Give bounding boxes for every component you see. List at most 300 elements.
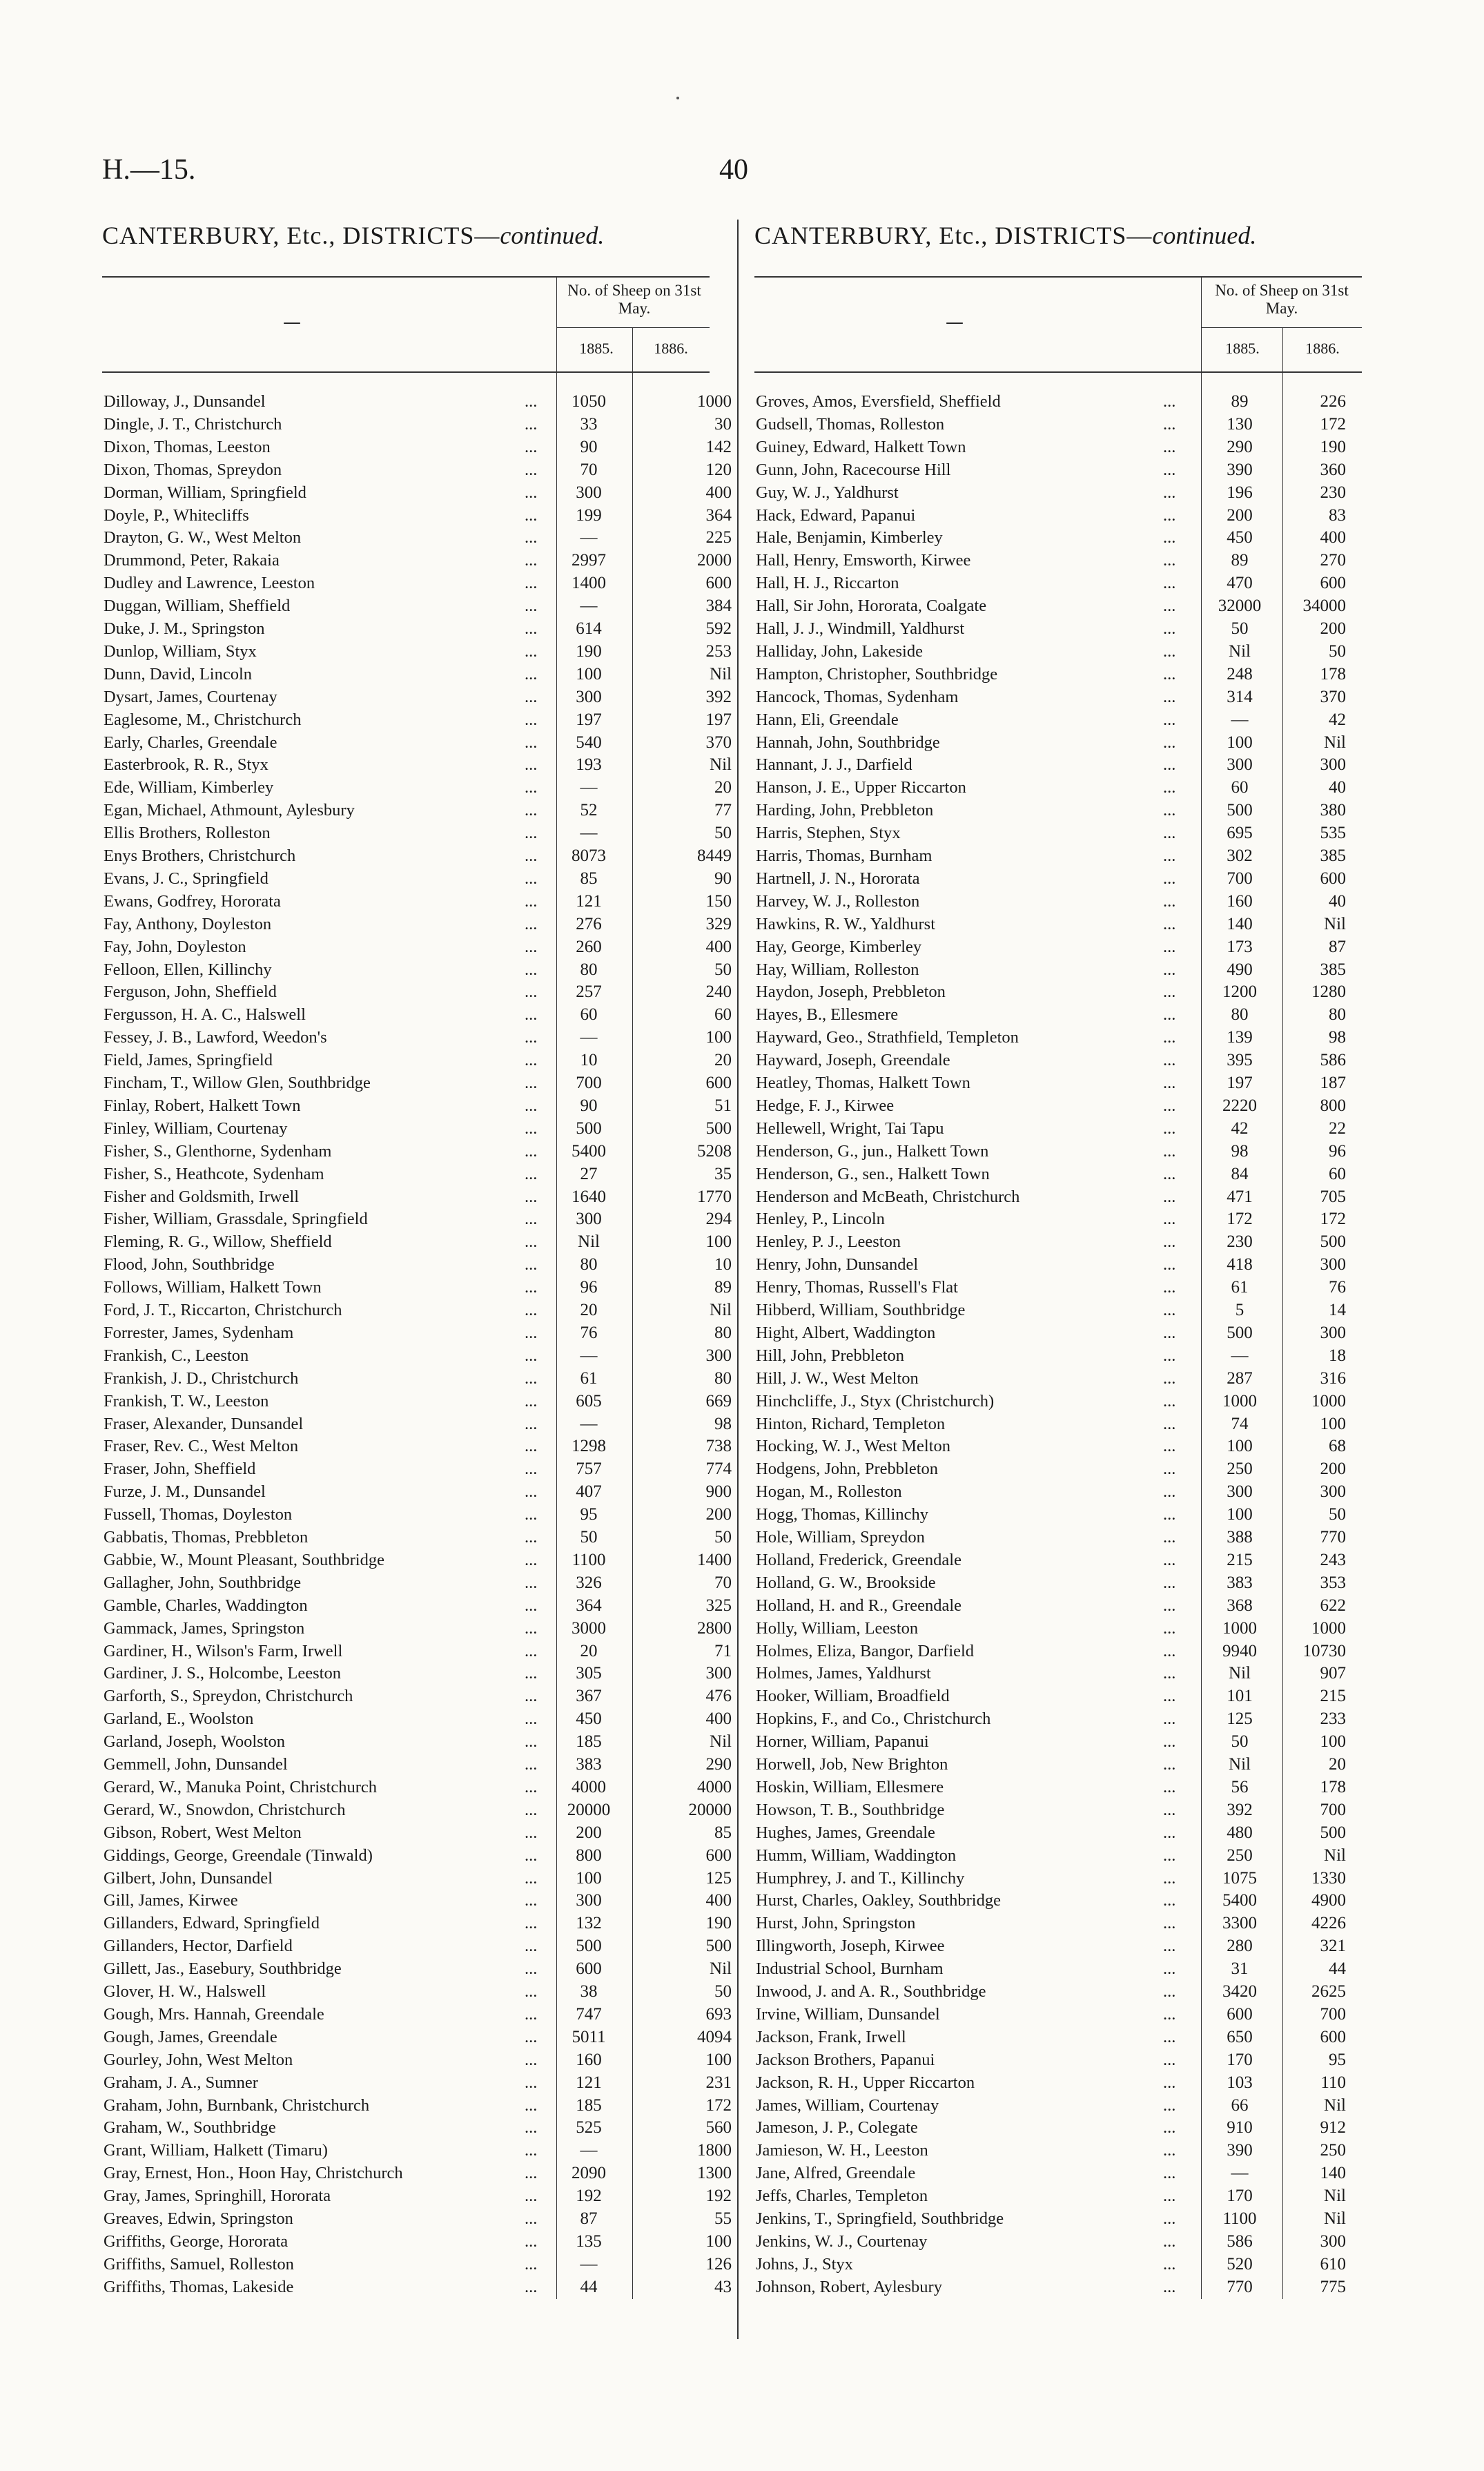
- sheep-count-1885: 61: [1231, 1278, 1249, 1297]
- owner-name: Harris, Thomas, Burnham: [756, 846, 933, 865]
- owner-name: Graham, J. A., Sumner: [104, 2073, 258, 2092]
- owner-name: Fussell, Thomas, Doyleston: [104, 1505, 293, 1524]
- page-number: 40: [719, 154, 748, 186]
- left-body-vline: [556, 373, 557, 2299]
- sheep-count-1885: 130: [1227, 414, 1253, 434]
- sheep-count-1886: 900: [705, 1482, 732, 1502]
- sheep-count-1886: 4226: [1311, 1914, 1346, 1933]
- sheep-count-1885: 9940: [1222, 1641, 1257, 1660]
- sheep-count-1885: 20: [580, 1641, 598, 1660]
- owner-name: Jane, Alfred, Greendale: [756, 2164, 916, 2183]
- sheep-count-1885: 139: [1227, 1028, 1253, 1047]
- sheep-count-1885: 8073: [572, 846, 606, 865]
- sheep-count-1885: 185: [576, 1732, 602, 1752]
- sheep-count-1886: 50: [1329, 1505, 1346, 1524]
- sheep-count-1885: —: [580, 597, 598, 616]
- leader-dots: ...: [1163, 2254, 1176, 2274]
- sheep-count-1885: 100: [1227, 1437, 1253, 1456]
- sheep-count-1885: 2090: [572, 2164, 606, 2183]
- leader-dots: ...: [525, 2141, 538, 2160]
- owner-name: Hale, Benjamin, Kimberley: [756, 528, 943, 548]
- leader-dots: ...: [525, 2187, 538, 2206]
- sheep-count-1886: 2000: [697, 551, 732, 570]
- sheep-count-1885: 614: [576, 619, 602, 638]
- leader-dots: ...: [1163, 1845, 1176, 1865]
- owner-name: Gillett, Jas., Easebury, Southbridge: [104, 1959, 342, 1979]
- sheep-count-1885: 305: [576, 1664, 602, 1683]
- owner-name: Gill, James, Kirwee: [104, 1891, 238, 1910]
- sheep-count-1886: 20: [1329, 1755, 1346, 1774]
- leader-dots: ...: [525, 1323, 538, 1342]
- sheep-count-1886: 353: [1320, 1573, 1346, 1592]
- sheep-count-1886: 392: [705, 687, 732, 706]
- owner-name: Drummond, Peter, Rakaia: [104, 551, 280, 570]
- sheep-count-1885: 1200: [1222, 982, 1257, 1002]
- leader-dots: ...: [1163, 1346, 1176, 1365]
- owner-name: Jackson, Frank, Irwell: [756, 2027, 906, 2046]
- sheep-count-1885: 100: [1227, 733, 1253, 752]
- sheep-count-1885: —: [580, 824, 598, 843]
- sheep-count-1886: 300: [1320, 1323, 1346, 1342]
- sheep-count-1885: 770: [1227, 2277, 1253, 2296]
- right-subheader-rule: [1201, 327, 1362, 328]
- sheep-count-1886: 2800: [697, 1618, 732, 1638]
- leader-dots: ...: [525, 664, 538, 684]
- sheep-count-1886: 300: [705, 1664, 732, 1683]
- owner-name: Garland, E., Woolston: [104, 1709, 254, 1729]
- owner-name: Ede, William, Kimberley: [104, 778, 274, 797]
- leader-dots: ...: [525, 710, 538, 729]
- sheep-count-1886: 230: [1320, 483, 1346, 502]
- owner-name: Ferguson, John, Sheffield: [104, 982, 277, 1002]
- leader-dots: ...: [525, 1164, 538, 1183]
- sheep-count-1885: 5011: [572, 2027, 606, 2046]
- sheep-count-1885: 260: [576, 937, 602, 956]
- sheep-count-1885: Nil: [1229, 1755, 1251, 1774]
- sheep-count-1885: 5400: [572, 1141, 606, 1161]
- sheep-count-1886: 600: [705, 574, 732, 593]
- sheep-count-1886: 96: [1329, 1141, 1346, 1161]
- owner-name: Ford, J. T., Riccarton, Christchurch: [104, 1301, 342, 1319]
- sheep-count-1886: 226: [1320, 392, 1346, 411]
- owner-name: Fisher, S., Heathcote, Sydenham: [104, 1164, 324, 1183]
- owner-name: Frankish, T. W., Leeston: [104, 1391, 269, 1411]
- leader-dots: ...: [525, 1618, 538, 1638]
- sheep-count-1886: Nil: [710, 664, 732, 684]
- sheep-count-1886: 187: [1320, 1074, 1346, 1092]
- owner-name: Hedge, F. J., Kirwee: [756, 1096, 895, 1115]
- owner-name: Ellis Brothers, Rolleston: [104, 824, 271, 843]
- left-header-vline: [556, 278, 557, 373]
- owner-name: Humphrey, J. and T., Killinchy: [756, 1868, 965, 1888]
- sheep-count-1886: 71: [714, 1641, 732, 1660]
- sheep-count-1885: 32000: [1218, 597, 1262, 616]
- leader-dots: ...: [525, 2254, 538, 2274]
- owner-name: Hinton, Richard, Templeton: [756, 1414, 946, 1433]
- leader-dots: ...: [1163, 1096, 1176, 1115]
- right-title-text: CANTERBURY, Etc., DISTRICTS—: [754, 222, 1153, 249]
- sheep-count-1886: Nil: [1324, 2187, 1346, 2206]
- right-body-year-vline: [1282, 373, 1283, 2299]
- sheep-count-1885: 314: [1227, 687, 1253, 706]
- sheep-count-1885: 364: [576, 1596, 602, 1615]
- owner-name: Eaglesome, M., Christchurch: [104, 710, 302, 729]
- sheep-count-1885: 1100: [572, 1550, 606, 1569]
- leader-dots: ...: [525, 483, 538, 502]
- owner-name: Gilbert, John, Dunsandel: [104, 1868, 273, 1888]
- sheep-count-1886: 18: [1329, 1346, 1346, 1365]
- leader-dots: ...: [1163, 1982, 1176, 2001]
- sheep-count-1885: 70: [580, 460, 598, 479]
- owner-name: Griffiths, George, Hororata: [104, 2231, 289, 2251]
- sheep-count-1885: 757: [576, 1460, 602, 1479]
- leader-dots: ...: [1163, 1687, 1176, 1706]
- owner-name: Follows, William, Halkett Town: [104, 1278, 322, 1297]
- owner-name: Howson, T. B., Southbridge: [756, 1800, 945, 1819]
- left-year-1885: 1885.: [579, 340, 614, 357]
- sheep-count-1886: 225: [705, 528, 732, 548]
- sheep-count-1885: —: [580, 2141, 598, 2160]
- leader-dots: ...: [1163, 392, 1176, 411]
- sheep-count-1885: 132: [576, 1914, 602, 1933]
- sheep-count-1886: 364: [705, 505, 732, 525]
- sheep-count-1885: 1298: [572, 1437, 606, 1456]
- owner-name: Johnson, Robert, Aylesbury: [756, 2277, 942, 2296]
- sheep-count-1885: 190: [576, 641, 602, 661]
- sheep-count-1885: 1075: [1222, 1868, 1257, 1888]
- sheep-count-1885: 257: [576, 982, 602, 1002]
- sheep-count-1885: 300: [1227, 1482, 1253, 1502]
- sheep-count-1886: 770: [1320, 1528, 1346, 1547]
- owner-name: Holmes, Eliza, Bangor, Darfield: [756, 1641, 975, 1660]
- sheep-count-1885: 5: [1235, 1301, 1244, 1319]
- sheep-count-1886: 150: [705, 891, 732, 911]
- owner-name: Hall, J. J., Windmill, Yaldhurst: [756, 619, 965, 638]
- sheep-count-1886: 43: [714, 2277, 732, 2296]
- sheep-count-1885: 250: [1227, 1460, 1253, 1479]
- owner-name: Hannant, J. J., Darfield: [756, 755, 912, 775]
- leader-dots: ...: [1163, 1232, 1176, 1252]
- sheep-count-1885: 525: [576, 2118, 602, 2138]
- sheep-count-1885: 586: [1227, 2231, 1253, 2251]
- sheep-count-1886: Nil: [1324, 914, 1346, 933]
- left-header-dash: —: [283, 312, 301, 333]
- owner-name: Field, James, Springfield: [104, 1051, 273, 1070]
- leader-dots: ...: [1163, 1800, 1176, 1819]
- sheep-count-1885: 200: [576, 1823, 602, 1842]
- sheep-count-1886: 200: [1320, 1460, 1346, 1479]
- owner-name: Glover, H. W., Halswell: [104, 1982, 266, 2001]
- owner-name: Fleming, R. G., Willow, Sheffield: [104, 1232, 332, 1252]
- leader-dots: ...: [1163, 778, 1176, 797]
- sheep-count-1885: Nil: [578, 1232, 600, 1252]
- sheep-count-1886: 400: [705, 483, 732, 502]
- owner-name: Hay, George, Kimberley: [756, 937, 922, 956]
- sheep-count-1886: 622: [1320, 1596, 1346, 1615]
- sheep-count-1885: —: [1231, 710, 1249, 729]
- sheep-count-1886: 500: [1320, 1823, 1346, 1842]
- leader-dots: ...: [1163, 2187, 1176, 2206]
- leader-dots: ...: [525, 1005, 538, 1025]
- sheep-count-1886: 20: [714, 1051, 732, 1070]
- owner-name: Garland, Joseph, Woolston: [104, 1732, 285, 1752]
- leader-dots: ...: [1163, 1732, 1176, 1752]
- owner-name: Hinchcliffe, J., Styx (Christchurch): [756, 1391, 995, 1411]
- left-header-bottom-rule: [102, 371, 710, 373]
- leader-dots: ...: [525, 1482, 538, 1502]
- owner-name: Hodgens, John, Prebbleton: [756, 1460, 939, 1479]
- owner-name: Frankish, J. D., Christchurch: [104, 1368, 299, 1388]
- leader-dots: ...: [1163, 597, 1176, 616]
- leader-dots: ...: [525, 392, 538, 411]
- sheep-count-1885: 390: [1227, 460, 1253, 479]
- sheep-count-1885: 2997: [572, 551, 606, 570]
- owner-name: Dixon, Thomas, Leeston: [104, 437, 271, 456]
- owner-name: Henry, Thomas, Russell's Flat: [756, 1278, 958, 1297]
- sheep-count-1885: 66: [1231, 2095, 1249, 2115]
- owner-name: Gerard, W., Manuka Point, Christchurch: [104, 1777, 378, 1796]
- owner-name: Illingworth, Joseph, Kirwee: [756, 1937, 945, 1956]
- owner-name: Easterbrook, R. R., Styx: [104, 755, 269, 775]
- sheep-count-1885: —: [580, 778, 598, 797]
- owner-name: Forrester, James, Sydenham: [104, 1323, 294, 1342]
- sheep-count-1886: 300: [1320, 1255, 1346, 1275]
- owner-name: Furze, J. M., Dunsandel: [104, 1482, 266, 1502]
- sheep-count-1885: 95: [580, 1505, 598, 1524]
- sheep-count-1886: 586: [1320, 1051, 1346, 1070]
- leader-dots: ...: [1163, 528, 1176, 548]
- owner-name: Horner, William, Papanui: [756, 1732, 929, 1752]
- sheep-count-1886: 172: [1320, 1210, 1346, 1229]
- leader-dots: ...: [525, 1573, 538, 1592]
- owner-name: Enys Brothers, Christchurch: [104, 846, 296, 865]
- leader-dots: ...: [1163, 1709, 1176, 1729]
- leader-dots: ...: [525, 1301, 538, 1319]
- left-column-title: [102, 221, 604, 250]
- sheep-count-1886: 592: [705, 619, 732, 638]
- leader-dots: ...: [525, 2073, 538, 2092]
- owner-name: Giddings, George, Greendale (Tinwald): [104, 1845, 373, 1865]
- leader-dots: ...: [525, 460, 538, 479]
- leader-dots: ...: [1163, 710, 1176, 729]
- sheep-count-1886: 693: [705, 2004, 732, 2024]
- owner-name: Halliday, John, Lakeside: [756, 641, 923, 661]
- owner-name: Fisher, S., Glenthorne, Sydenham: [104, 1141, 332, 1161]
- sheep-count-1885: 480: [1227, 1823, 1253, 1842]
- leader-dots: ...: [1163, 1959, 1176, 1979]
- right-sheep-header: No. of Sheep on 31st May.: [1215, 282, 1349, 317]
- leader-dots: ...: [525, 2095, 538, 2115]
- sheep-count-1885: 121: [576, 891, 602, 911]
- owner-name: Gammack, James, Springston: [104, 1618, 305, 1638]
- document-reference: H.—15.: [102, 154, 196, 186]
- sheep-count-1886: 700: [1320, 1800, 1346, 1819]
- sheep-count-1885: 98: [1231, 1141, 1249, 1161]
- sheep-count-1886: 912: [1320, 2118, 1346, 2138]
- owner-name: Harding, John, Prebbleton: [756, 801, 934, 820]
- sheep-count-1886: 10: [714, 1255, 732, 1275]
- owner-name: Henley, P. J., Leeston: [756, 1232, 901, 1252]
- sheep-count-1886: 197: [705, 710, 732, 729]
- sheep-count-1885: 5400: [1222, 1891, 1257, 1910]
- sheep-count-1886: 290: [705, 1755, 732, 1774]
- sheep-count-1886: Nil: [710, 1301, 732, 1319]
- sheep-count-1885: 160: [1227, 891, 1253, 911]
- owner-name: Gabbie, W., Mount Pleasant, Southbridge: [104, 1550, 384, 1569]
- sheep-count-1885: 540: [576, 733, 602, 752]
- sheep-count-1886: Nil: [1324, 2209, 1346, 2228]
- leader-dots: ...: [525, 801, 538, 820]
- owner-name: Gemmell, John, Dunsandel: [104, 1755, 288, 1774]
- owner-name: Gardiner, H., Wilson's Farm, Irwell: [104, 1641, 343, 1660]
- leader-dots: ...: [1163, 1573, 1176, 1592]
- leader-dots: ...: [1163, 437, 1176, 456]
- leader-dots: ...: [525, 505, 538, 525]
- leader-dots: ...: [1163, 1368, 1176, 1388]
- sheep-count-1885: 800: [576, 1845, 602, 1865]
- sheep-count-1885: 42: [1231, 1118, 1249, 1138]
- sheep-count-1885: 90: [580, 1096, 598, 1115]
- owner-name: Duggan, William, Sheffield: [104, 597, 291, 616]
- sheep-count-1885: 650: [1227, 2027, 1253, 2046]
- leader-dots: ...: [525, 846, 538, 865]
- owner-name: Hill, J. W., West Melton: [756, 1368, 919, 1388]
- sheep-count-1886: 100: [705, 2231, 732, 2251]
- right-title-italic: continued.: [1152, 222, 1257, 249]
- sheep-count-1885: 395: [1227, 1051, 1253, 1070]
- sheep-count-1885: 300: [576, 1891, 602, 1910]
- right-body-vline: [1201, 373, 1202, 2299]
- owner-name: Fessey, J. B., Lawford, Weedon's: [104, 1028, 327, 1047]
- leader-dots: ...: [525, 1777, 538, 1796]
- sheep-count-1886: 190: [1320, 437, 1346, 456]
- sheep-count-1885: 20: [580, 1301, 598, 1319]
- sheep-count-1885: 192: [576, 2187, 602, 2206]
- leader-dots: ...: [1163, 1210, 1176, 1229]
- owner-name: Hann, Eli, Greendale: [756, 710, 899, 729]
- sheep-count-1886: 80: [1329, 1005, 1346, 1025]
- sheep-count-1885: 2220: [1222, 1096, 1257, 1115]
- leader-dots: ...: [1163, 1641, 1176, 1660]
- owner-name: Hampton, Christopher, Southbridge: [756, 664, 998, 684]
- right-header-dash: —: [946, 312, 964, 333]
- owner-name: Gourley, John, West Melton: [104, 2050, 293, 2069]
- sheep-count-1885: 600: [1227, 2004, 1253, 2024]
- sheep-count-1886: 200: [1320, 619, 1346, 638]
- sheep-count-1886: 600: [1320, 574, 1346, 593]
- owner-name: Heatley, Thomas, Halkett Town: [756, 1074, 970, 1092]
- sheep-count-1885: 90: [580, 437, 598, 456]
- leader-dots: ...: [1163, 2004, 1176, 2024]
- leader-dots: ...: [525, 1687, 538, 1706]
- leader-dots: ...: [525, 1028, 538, 1047]
- sheep-count-1886: 370: [705, 733, 732, 752]
- sheep-count-1886: 50: [714, 1982, 732, 2001]
- sheep-count-1886: 738: [705, 1437, 732, 1456]
- leader-dots: ...: [1163, 1005, 1176, 1025]
- sheep-count-1886: 4900: [1311, 1891, 1346, 1910]
- owner-name: Finlay, Robert, Halkett Town: [104, 1096, 301, 1115]
- owner-name: Jeffs, Charles, Templeton: [756, 2187, 928, 2206]
- leader-dots: ...: [525, 437, 538, 456]
- leader-dots: ...: [1163, 1528, 1176, 1547]
- sheep-count-1886: 44: [1329, 1959, 1346, 1979]
- sheep-count-1886: 60: [1329, 1164, 1346, 1183]
- sheep-count-1886: 231: [705, 2073, 732, 2092]
- leader-dots: ...: [1163, 937, 1176, 956]
- owner-name: Griffiths, Thomas, Lakeside: [104, 2277, 294, 2296]
- sheep-count-1886: Nil: [710, 755, 732, 775]
- leader-dots: ...: [1163, 2027, 1176, 2046]
- sheep-count-1886: 1800: [697, 2141, 732, 2160]
- sheep-count-1886: Nil: [710, 1959, 732, 1979]
- sheep-count-1885: 700: [576, 1074, 602, 1092]
- sheep-count-1886: 50: [714, 824, 732, 843]
- owner-name: Gudsell, Thomas, Rolleston: [756, 414, 945, 434]
- leader-dots: ...: [1163, 505, 1176, 525]
- sheep-count-1886: 500: [705, 1937, 732, 1956]
- leader-dots: ...: [525, 1460, 538, 1479]
- sheep-count-1886: 243: [1320, 1550, 1346, 1569]
- owner-name: Hancock, Thomas, Sydenham: [756, 687, 959, 706]
- owner-name: Duke, J. M., Springston: [104, 619, 265, 638]
- leader-dots: ...: [525, 1664, 538, 1683]
- sheep-count-1886: 907: [1320, 1664, 1346, 1683]
- sheep-count-1885: 700: [1227, 869, 1253, 888]
- sheep-count-1885: 392: [1227, 1800, 1253, 1819]
- leader-dots: ...: [1163, 869, 1176, 888]
- sheep-count-1885: 50: [1231, 619, 1249, 638]
- sheep-count-1885: 38: [580, 1982, 598, 2001]
- sheep-count-1886: 4094: [697, 2027, 732, 2046]
- leader-dots: ...: [525, 914, 538, 933]
- leader-dots: ...: [525, 2209, 538, 2228]
- sheep-count-1885: 300: [1227, 755, 1253, 775]
- sheep-count-1886: 192: [705, 2187, 732, 2206]
- sheep-count-1886: 89: [714, 1278, 732, 1297]
- sheep-count-1885: 60: [1231, 778, 1249, 797]
- owner-name: Greaves, Edwin, Springston: [104, 2209, 293, 2228]
- owner-name: Gardiner, J. S., Holcombe, Leeston: [104, 1664, 341, 1683]
- sheep-count-1886: 40: [1329, 891, 1346, 911]
- leader-dots: ...: [1163, 2118, 1176, 2138]
- leader-dots: ...: [525, 619, 538, 638]
- owner-name: Hanson, J. E., Upper Riccarton: [756, 778, 966, 797]
- sheep-count-1885: 80: [580, 1255, 598, 1275]
- sheep-count-1886: 100: [705, 1232, 732, 1252]
- leader-dots: ...: [525, 982, 538, 1002]
- sheep-count-1885: 500: [1227, 801, 1253, 820]
- owner-name: Holland, H. and R., Greendale: [756, 1596, 961, 1615]
- sheep-count-1885: 520: [1227, 2254, 1253, 2274]
- owner-name: Industrial School, Burnham: [756, 1959, 944, 1979]
- sheep-count-1886: Nil: [1324, 733, 1346, 752]
- leader-dots: ...: [1163, 483, 1176, 502]
- sheep-count-1885: 290: [1227, 437, 1253, 456]
- owner-name: Humm, William, Waddington: [756, 1845, 957, 1865]
- sheep-count-1885: 4000: [572, 1777, 606, 1796]
- sheep-count-1886: Nil: [710, 1732, 732, 1752]
- sheep-count-1886: 321: [1320, 1937, 1346, 1956]
- owner-name: Fergusson, H. A. C., Halswell: [104, 1005, 306, 1025]
- owner-name: Hayes, B., Ellesmere: [756, 1005, 899, 1025]
- leader-dots: ...: [1163, 1914, 1176, 1933]
- sheep-count-1886: 705: [1320, 1187, 1346, 1206]
- owner-name: Haydon, Joseph, Prebbleton: [756, 982, 946, 1002]
- sheep-count-1885: 100: [576, 1868, 602, 1888]
- leader-dots: ...: [1163, 960, 1176, 979]
- sheep-count-1886: 172: [705, 2095, 732, 2115]
